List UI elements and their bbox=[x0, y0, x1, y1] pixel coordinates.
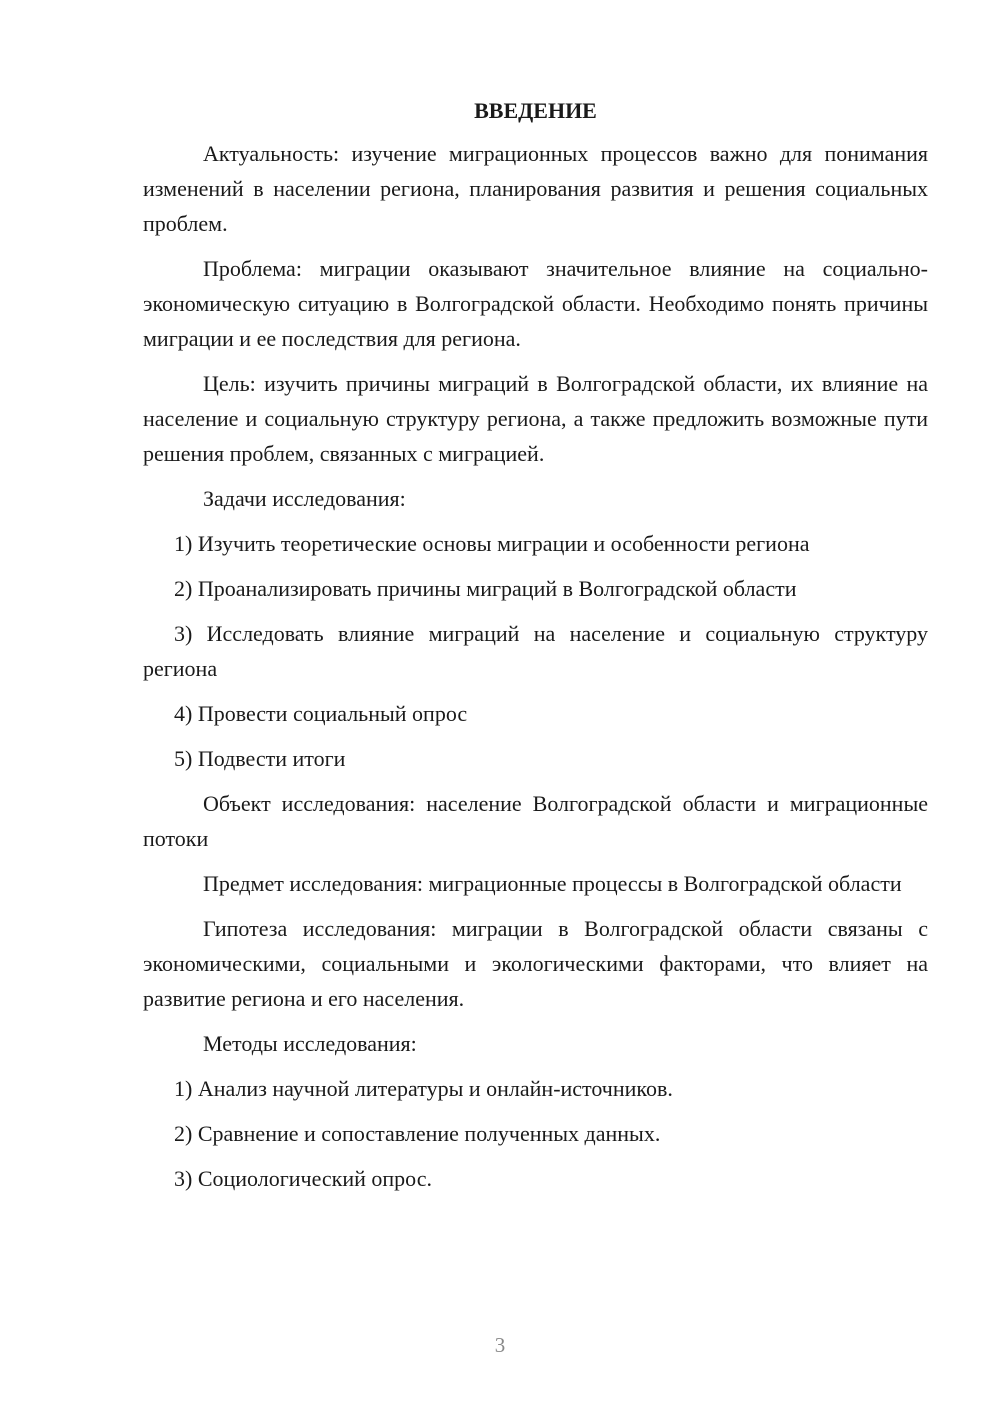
task-item: 5) Подвести итоги bbox=[174, 746, 346, 771]
task-item: 3) Исследовать влияние миграций на население и социальную структуру региона bbox=[143, 621, 928, 681]
problem-paragraph: Проблема: миграции оказывают значительное влияние на социально-экономическую ситуацию в Волгоградской области. Необходимо понять причины миграции и ее последствия для региона. bbox=[143, 256, 928, 351]
document-page bbox=[143, 96, 928, 1206]
relevance-paragraph: Актуальность: изучение миграционных процессов важно для понимания изменений в населении региона, планирования развития и решения социальных проблем. bbox=[143, 141, 928, 236]
task-item: 2) Проанализировать причины миграций в Волгоградской области bbox=[174, 576, 797, 601]
methods-heading: Методы исследования: bbox=[203, 1031, 417, 1056]
page-number: 3 bbox=[494, 1333, 506, 1357]
object-paragraph: Объект исследования: население Волгоградской области и миграционные потоки bbox=[143, 791, 928, 851]
section-title: ВВЕДЕНИЕ bbox=[474, 98, 597, 123]
method-item: 1) Анализ научной литературы и онлайн-источников. bbox=[174, 1076, 673, 1101]
task-item: 1) Изучить теоретические основы миграции и особенности региона bbox=[174, 531, 810, 556]
tasks-heading: Задачи исследования: bbox=[203, 486, 406, 511]
task-item: 4) Провести социальный опрос bbox=[174, 701, 468, 726]
method-item: 3) Социологический опрос. bbox=[174, 1166, 432, 1191]
hypothesis-paragraph: Гипотеза исследования: миграции в Волгоградской области связаны с экономическими, социальными и экологическими факторами, что влияет на развитие региона и его населения. bbox=[143, 916, 928, 1011]
subject-paragraph: Предмет исследования: миграционные процессы в Волгоградской области bbox=[203, 871, 902, 896]
goal-paragraph: Цель: изучить причины миграций в Волгоградской области, их влияние на население и социальную структуру региона, а также предложить возможные пути решения проблем, связанных с миграцией. bbox=[143, 371, 928, 466]
method-item: 2) Сравнение и сопоставление полученных данных. bbox=[174, 1121, 661, 1146]
